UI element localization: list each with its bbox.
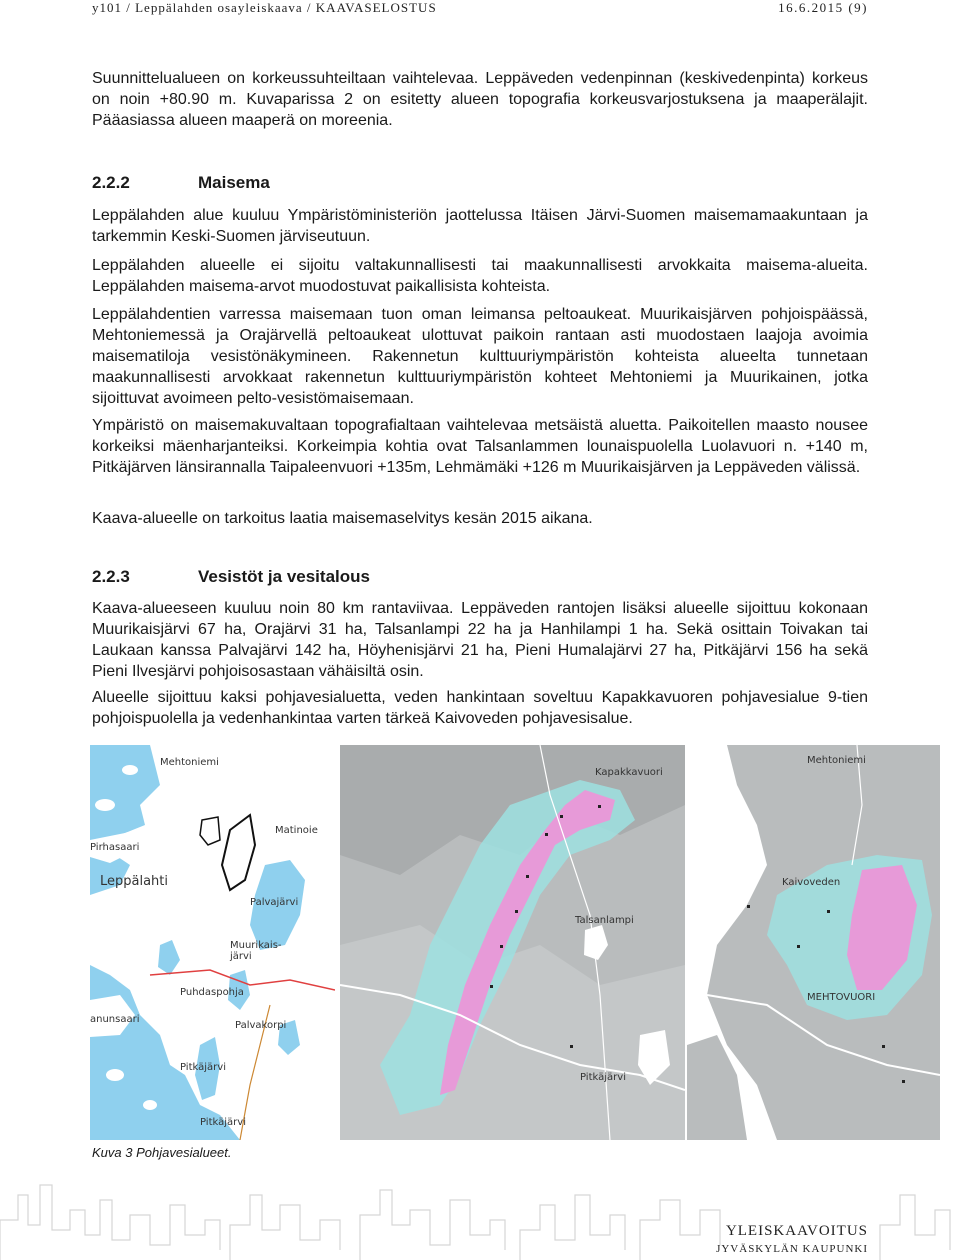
map-label: MEHTOVUORI [807, 992, 876, 1003]
groundwater-map-kapakkavuori [340, 745, 685, 1140]
map-label: Leppälahti [100, 874, 169, 889]
groundwater-map-mehtovuori [687, 745, 940, 1140]
paragraph: Alueelle sijoittuu kaksi pohjavesialuetta, veden hankintaan soveltuu Kapakkavuoren pohjavesialue 9-tien pohjoispuolella ja vedenhankintaa varten tärkeä Kaivoveden pohjavesisalue. [92, 689, 868, 727]
map-label: Pitkäjärvi [200, 1117, 246, 1128]
map-label: Pirhasaari [90, 842, 140, 853]
paragraph: Leppälahden alue kuuluu Ympäristöministeriön jaottelussa Itäisen Järvi-Suomen maisemamaakuntaan ja tarkemmin Keski-Suomen järviseutuun. [92, 207, 868, 245]
map-label: Mehtoniemi [160, 757, 219, 768]
map-label: Matinoie [275, 825, 318, 836]
section-heading-vesistot [92, 567, 370, 587]
section-heading-maisema [92, 173, 270, 193]
map-label: Pitkäjärvi [180, 1062, 226, 1073]
figure-caption: Kuva 3 Pohjavesialueet. [92, 1145, 232, 1160]
intro-paragraph: Suunnittelualueen on korkeussuhteiltaan vaihtelevaa. Leppäveden vedenpinnan (keskivedenpinta) korkeus on noin +80.90 m. Kuvaparissa 2 on esitetty alueen topografia korkeusvarjostuksena ja maaperälajit. Pääasiassa alueen maaperä on moreenia. [92, 70, 868, 129]
overview-map [90, 745, 335, 1140]
groundwater-maps [90, 745, 940, 1140]
section-number: 2.2.2 [92, 173, 130, 192]
map-label: Muurikais-järvi [230, 940, 282, 962]
paragraph: Leppälahden alueelle ei sijoitu valtakunnallisesti tai maakunnallisesti arvokkaita maisema-alueita. Leppälahden maisema-arvot muodostuvat paikallisista kohteista. [92, 257, 868, 295]
map-label: Kapakkavuori [595, 767, 663, 778]
paragraph: Kaava-alueelle on tarkoitus laatia maisemaselvitys kesän 2015 aikana. [92, 510, 593, 527]
paragraph: Kaava-alueeseen kuuluu noin 80 km rantaviivaa. Leppäveden rantojen lisäksi alueelle sijoittuu kokonaan Muurikaisjärvi 67 ha, Orajärvi 31 ha, Talsanlampi 22 ha ja Hanhilampi 1 ha. Sekä osittain Toivakan tai Laukaan kanssa Palvajärvi 142 ha, Höyhenisjärvi 21 ha, Pieni Humalajärvi 27 ha, Pitkäjärvi 156 ha sekä Pieni Ilvesjärvi pohjoisosastaan vähäisiltä osin. [92, 600, 868, 680]
paragraph: Leppälahdentien varressa maisemaan tuon oman leimansa peltoaukeat. Muurikaisjärven pohjoispäässä, Mehtoniemessä ja Orajärvellä peltoaukeat ulottuvat paikoin rantaan asti muodostaen laajoja avoimia maisematiloja vesistönäkymineen. Rakennetun kulttuuriympäristön kohteista alueelta tunnetaan maakunnallisesti arvokkaat rakennetun kulttuuriympäristön kohteet Mehtoniemi ja Muurikainen, jotka sijoittuvat avoimeen pelto-vesistömaisemaan. [92, 306, 868, 407]
document-header-title: y101 / Leppälahden osayleiskaava / KAAVASELOSTUS [92, 0, 437, 15]
section-title: Vesistöt ja vesitalous [198, 567, 370, 586]
map-label: anunsaari [90, 1014, 140, 1025]
paragraph: Ympäristö on maisemakuvaltaan topografialtaan vaihtelevaa metsäistä aluetta. Paikoitellen maasto nousee korkeiksi mäenharjanteiksi. Korkeimpia kohtia ovat Talsanlammen lounaispuolella Luolavuori n. +140 m, Pitkäjärven länsirannalla Taipaleenvuori +135m, Lehmämäki +126 m Muurikaisjärven ja Leppäveden välissä. [92, 417, 868, 476]
map-label: Pitkäjärvi [580, 1072, 626, 1083]
document-header-date-page: 16.6.2015 (9) [778, 0, 868, 15]
map-label: Talsanlampi [575, 915, 634, 926]
map-label: Puhdaspohja [180, 987, 244, 998]
map-label: Kaivoveden [782, 877, 841, 888]
map-label: Palvakorpi [235, 1020, 287, 1031]
map-label: Mehtoniemi [807, 755, 866, 766]
brand-line1: YLEISKAAVOITUS [725, 1223, 868, 1239]
section-number: 2.2.3 [92, 567, 130, 586]
section-title: Maisema [198, 173, 270, 192]
brand-line2: JYVÄSKYLÄN KAUPUNKI [716, 1243, 868, 1255]
map-label: Palvajärvi [250, 897, 299, 908]
